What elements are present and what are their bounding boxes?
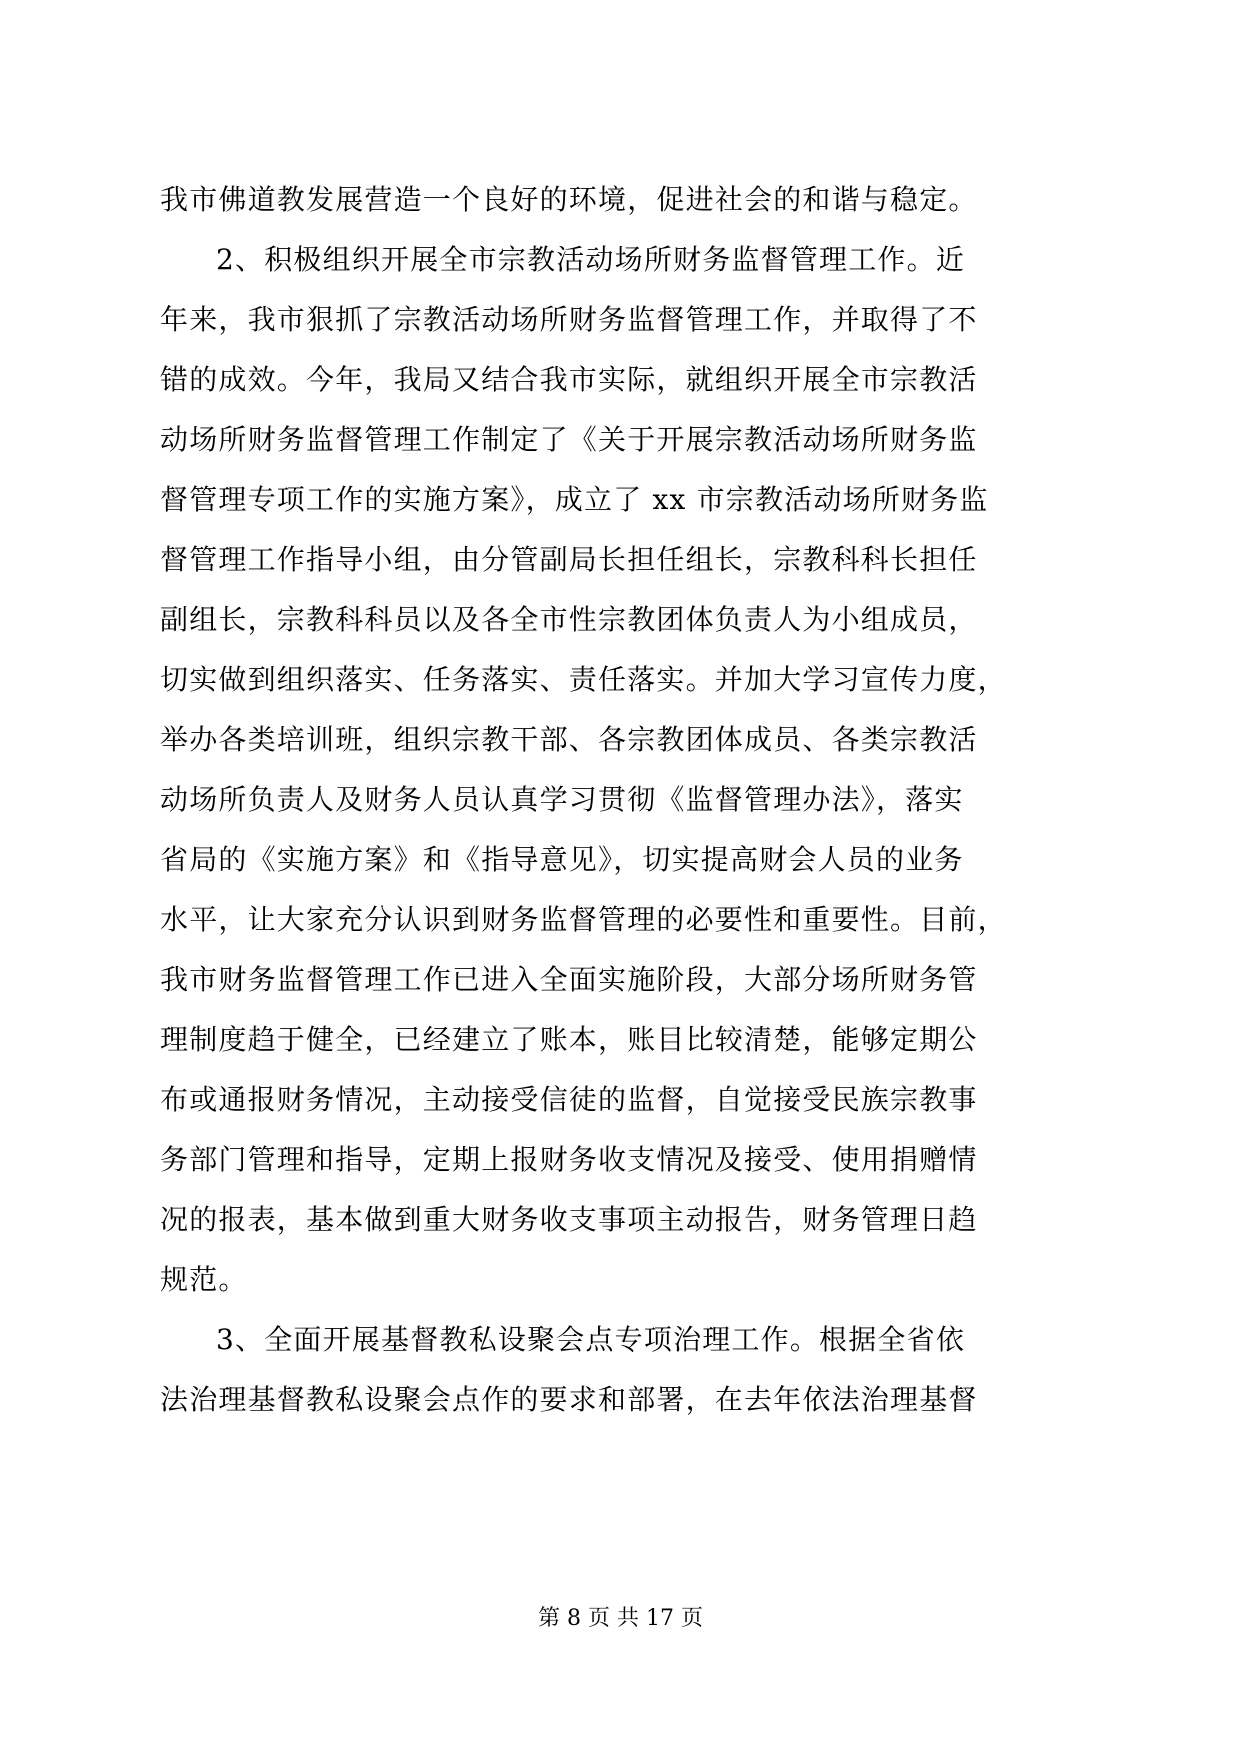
text-line: 省局的《实施方案》和《指导意见》，切实提高财会人员的业务 (160, 843, 964, 876)
paragraph-start-line: 3、全面开展基督教私设聚会点专项治理工作。根据全省依 (216, 1323, 966, 1356)
text-line: 我市财务监督管理工作已进入全面实施阶段，大部分场所财务管 (160, 963, 978, 996)
text-line: 动场所财务监督管理工作制定了《关于开展宗教活动场所财务监 (160, 423, 978, 456)
text-line: 规范。 (160, 1263, 248, 1296)
text-line: 督管理专项工作的实施方案》，成立了 xx 市宗教活动场所财务监 (160, 483, 989, 516)
text-line: 布或通报财务情况，主动接受信徒的监督，自觉接受民族宗教事 (160, 1083, 978, 1116)
text-line: 水平，让大家充分认识到财务监督管理的必要性和重要性。目前， (160, 903, 1007, 936)
text-line: 举办各类培训班，组织宗教干部、各宗教团体成员、各类宗教活 (160, 723, 978, 756)
text-line: 务部门管理和指导，定期上报财务收支情况及接受、使用捐赠情 (160, 1143, 978, 1176)
text-line: 督管理工作指导小组，由分管副局长担任组长，宗教科科长担任 (160, 543, 978, 576)
body-text (160, 170, 1085, 1430)
text-line: 况的报表，基本做到重大财务收支事项主动报告，财务管理日趋 (160, 1203, 978, 1236)
text-line: 法治理基督教私设聚会点作的要求和部署，在去年依法治理基督 (160, 1383, 978, 1416)
text-line: 切实做到组织落实、任务落实、责任落实。并加大学习宣传力度， (160, 663, 1007, 696)
text-line: 错的成效。今年，我局又结合我市实际，就组织开展全市宗教活 (160, 363, 978, 396)
text-line: 动场所负责人及财务人员认真学习贯彻《监督管理办法》，落实 (160, 783, 964, 816)
paragraph-start-line: 2、积极组织开展全市宗教活动场所财务监督管理工作。近 (216, 243, 966, 276)
page-number-footer: 第 8 页 共 17 页 (538, 1606, 703, 1631)
text-line: 年来，我市狠抓了宗教活动场所财务监督管理工作，并取得了不 (160, 303, 978, 336)
text-line: 副组长，宗教科科员以及各全市性宗教团体负责人为小组成员， (160, 603, 978, 636)
text-line: 理制度趋于健全，已经建立了账本，账目比较清楚，能够定期公 (160, 1023, 978, 1056)
text-line: 我市佛道教发展营造一个良好的环境，促进社会的和谐与稳定。 (160, 183, 978, 216)
